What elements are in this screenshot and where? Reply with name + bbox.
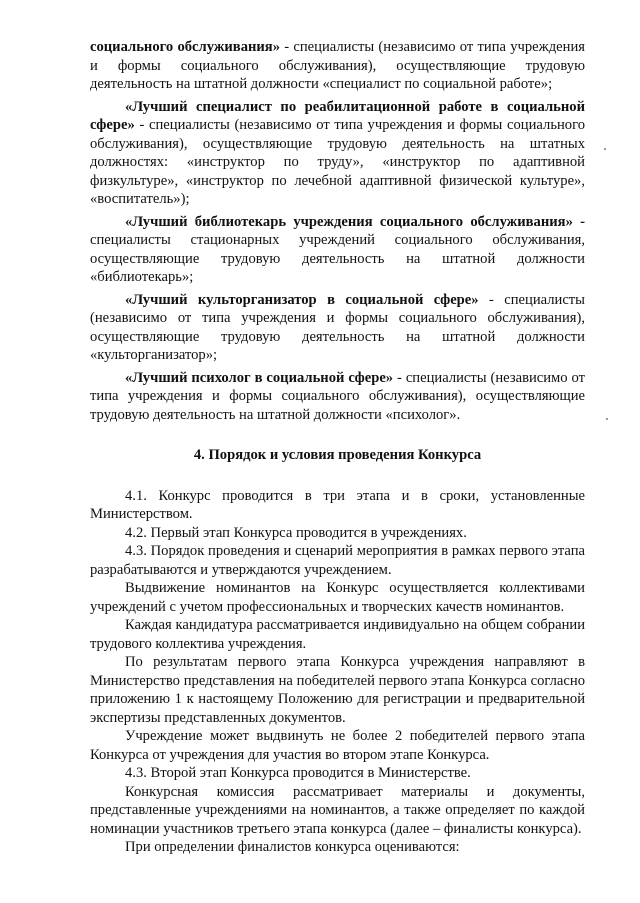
paragraph: 4.1. Конкурс проводится в три этапа и в сроки, установленные Министерством.: [90, 487, 585, 522]
paragraph: Конкурсная комиссия рассматривает материалы и документы, представленные учреждениями на номинантов, а также определяет по каждой номинации участников третьего этапа конкурса (далее – финалисты конкурса).: [90, 783, 585, 837]
paragraph: 4.2. Первый этап Конкурса проводится в учреждениях.: [125, 524, 467, 541]
nomination-social-worker: [90, 38, 585, 94]
nomination-title: «Лучший культорганизатор в социальной сфере»: [125, 291, 479, 308]
nomination-librarian: [90, 213, 585, 287]
nomination-text: - специалисты (независимо от типа учреждения и формы социального обслуживания), осуществляющие трудовую деятельность на штатной должности «психолог».: [90, 369, 585, 423]
nomination-text: - специалисты (независимо от типа учреждения и формы социального обслуживания), осуществляющие трудовую деятельность на штатной должности «культорганизатор»;: [90, 291, 585, 363]
nomination-title: «Лучший библиотекарь учреждения социального обслуживания» -: [125, 213, 585, 230]
scan-speck: [604, 148, 606, 150]
document-page: [90, 38, 585, 857]
paragraph: Учреждение может выдвинуть не более 2 победителей первого этапа Конкурса от учреждения для участия во втором этапе Конкурса.: [90, 728, 585, 763]
nomination-text: специалисты стационарных учреждений социального обслуживания, осуществляющие трудовую деятельность на штатной должности «библиотекарь»;: [90, 232, 585, 285]
nomination-title: «Лучший психолог в социальной сфере»: [125, 369, 394, 386]
paragraph: По результатам первого этапа Конкурса учреждения направляют в Министерство представления на победителей первого этапа Конкурса согласно приложению 1 к настоящему Положению для регистрации и предварительной экспертизы представленных документов.: [90, 654, 585, 726]
nomination-rehab-specialist: [90, 98, 585, 209]
paragraph: 4.3. Порядок проведения и сценарий мероприятия в рамках первого этапа разрабатываются и утверждаются учреждением.: [90, 543, 585, 578]
scan-speck: [606, 418, 608, 420]
paragraph: При определении финалистов конкурса оцениваются:: [125, 839, 460, 855]
nomination-title: социального обслуживания»: [90, 39, 280, 55]
nomination-text: - специалисты (независимо от типа учреждения и формы социального обслуживания), осуществляющие трудовую деятельность на штатной должности «специалист по социальной работе»;: [90, 39, 585, 92]
section-heading: 4. Порядок и условия проведения Конкурса: [193, 447, 482, 463]
paragraph: 4.3. Второй этап Конкурса проводится в Министерстве.: [125, 765, 471, 781]
nomination-title: «Лучший специалист по реабилитационной работе в социальной сфере»: [90, 98, 585, 133]
nomination-cultural-organizer: [90, 291, 585, 365]
nomination-text: - специалисты (независимо от типа учреждения и формы социального обслуживания), осуществляющие трудовую деятельность на штатных должностях: «инструктор по труду», «инструктор по адаптивной физкультуре», «инструктор по лечебной адаптивной физической культуре», «воспитатель»);: [90, 117, 585, 207]
paragraph: Выдвижение номинантов на Конкурс осуществляется коллективами учреждений с учетом профессиональных и творческих качеств номинантов.: [90, 580, 585, 615]
nomination-psychologist: [90, 369, 585, 425]
paragraph: Каждая кандидатура рассматривается индивидуально на общем собрании трудового коллектива учреждения.: [90, 617, 585, 652]
